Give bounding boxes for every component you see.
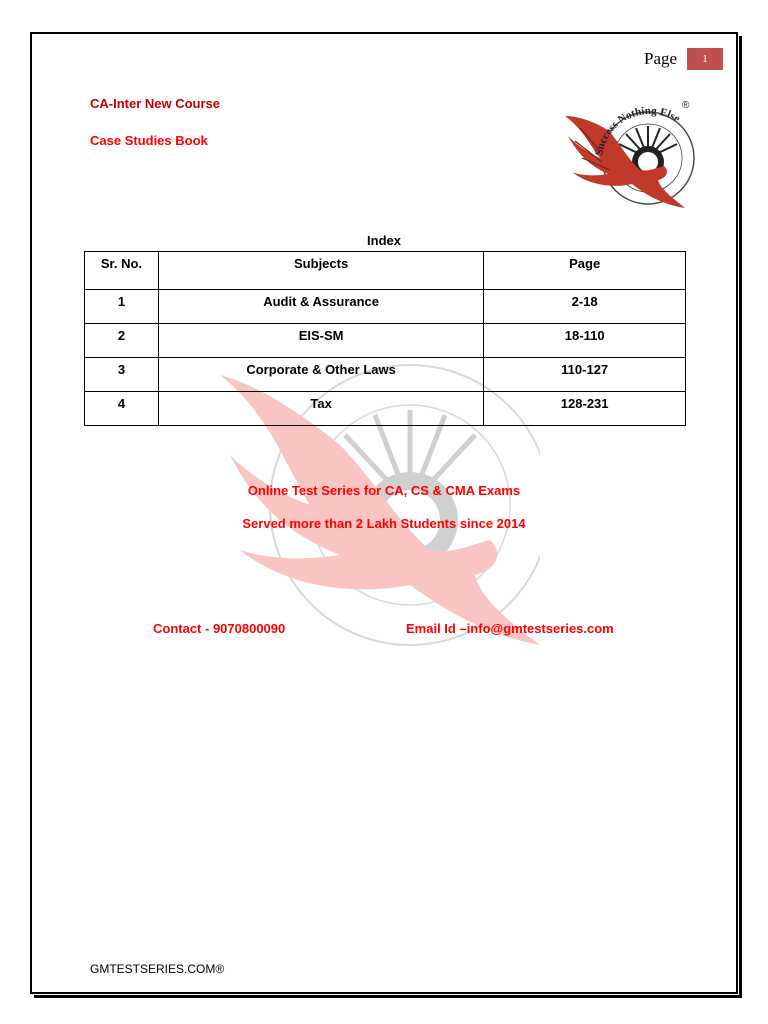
row-subject: Audit & Assurance [158, 290, 483, 324]
table-row [85, 324, 686, 358]
table-row [85, 290, 686, 324]
table-header-row [85, 252, 686, 290]
contact-email[interactable]: Email Id –info@gmtestseries.com [406, 621, 614, 636]
promo-line-2: Served more than 2 Lakh Students since 2014 [242, 516, 526, 531]
row-page-range: 18-110 [484, 324, 686, 358]
column-header-subjects: Subjects [158, 252, 483, 290]
table-row [85, 358, 686, 392]
row-page-range: 2-18 [484, 290, 686, 324]
row-sr-no: 4 [85, 392, 159, 426]
row-sr-no: 3 [85, 358, 159, 392]
registered-mark: ® [682, 100, 690, 111]
footer-brand: GMTESTSERIES.COM® [90, 962, 225, 976]
book-title: Case Studies Book [90, 133, 208, 148]
row-subject: EIS-SM [158, 324, 483, 358]
column-header-sr-no: Sr. No. [85, 252, 159, 290]
promo-line-1: Online Test Series for CA, CS & CMA Exams [247, 483, 521, 498]
row-page-range: 128-231 [484, 392, 686, 426]
table-row [85, 392, 686, 426]
row-subject: Corporate & Other Laws [158, 358, 483, 392]
index-table [84, 251, 686, 426]
logo-ring-text: Success Nothing Else [593, 104, 682, 157]
page-label: Page [644, 49, 678, 68]
row-page-range: 110-127 [484, 358, 686, 392]
course-title: CA-Inter New Course [90, 96, 221, 111]
column-header-page: Page [484, 252, 686, 290]
eagle-logo-icon [560, 96, 700, 216]
row-sr-no: 1 [85, 290, 159, 324]
page-number-badge: 1 [687, 48, 723, 70]
index-title: Index [367, 233, 401, 248]
row-sr-no: 2 [85, 324, 159, 358]
row-subject: Tax [158, 392, 483, 426]
contact-phone: Contact - 9070800090 [153, 621, 286, 636]
